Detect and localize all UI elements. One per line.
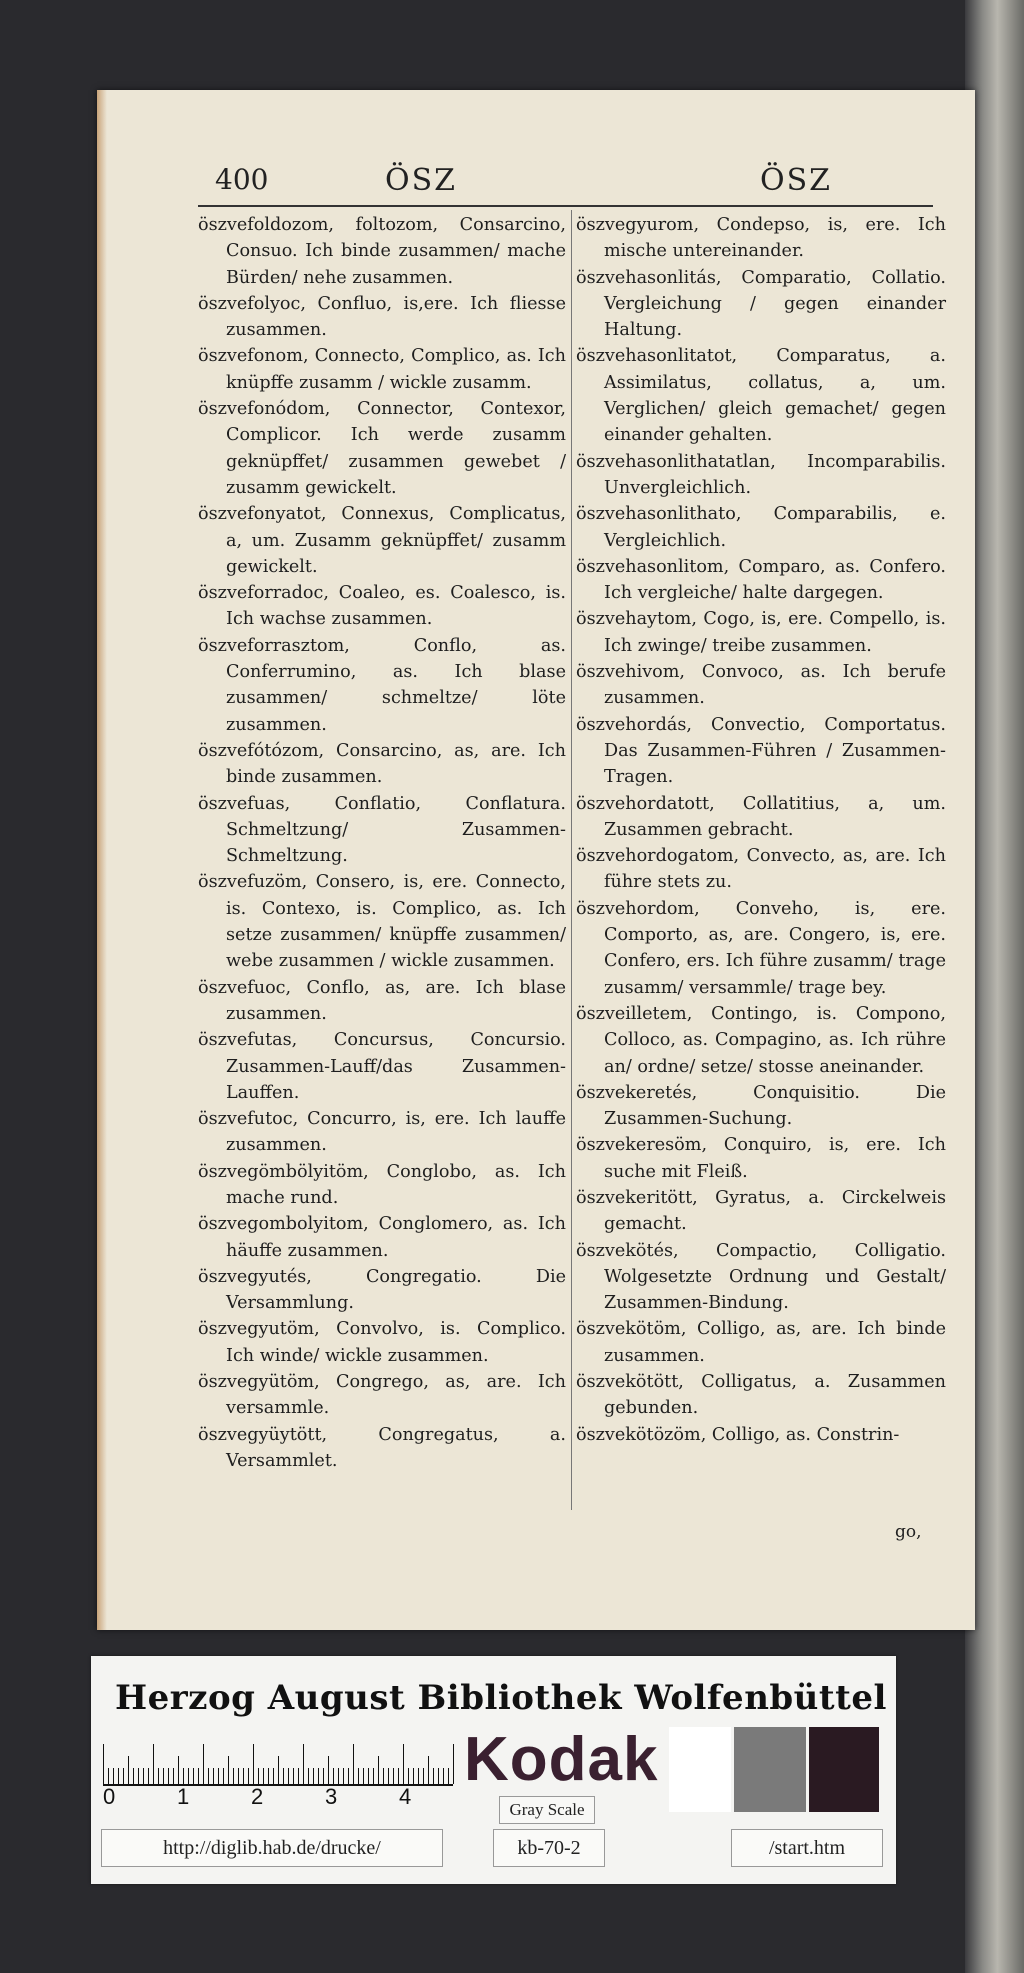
ruler-tick	[418, 1768, 419, 1784]
dictionary-entry: öszvehordatott, Collatitius, a, um. Zusammen gebracht.	[576, 793, 946, 840]
dictionary-entry: öszvefonom, Connecto, Complico, as. Ich knüpffe zusamm / wickle zusamm.	[198, 346, 566, 393]
library-title: Herzog August Bibliothek Wolfenbüttel	[115, 1678, 887, 1718]
dictionary-entry: öszvehasonlithatatlan, Incomparabilis. Unvergleichlich.	[576, 451, 946, 498]
ruler-tick	[153, 1744, 154, 1784]
ruler-number: 0	[103, 1784, 116, 1809]
ruler-tick	[213, 1768, 214, 1784]
ruler-tick	[183, 1768, 184, 1784]
ruler-tick	[263, 1768, 264, 1784]
ruler-tick	[323, 1768, 324, 1784]
ruler-tick	[368, 1768, 369, 1784]
ruler-tick	[453, 1744, 454, 1784]
ruler-tick	[228, 1756, 229, 1784]
dictionary-entry: öszveforradoc, Coaleo, es. Coalesco, is. Ich wachse zusammen.	[198, 583, 566, 630]
ruler-tick	[173, 1768, 174, 1784]
gray-swatch-dark	[809, 1727, 879, 1812]
ruler-number: 4	[399, 1784, 412, 1809]
ruler-tick	[238, 1768, 239, 1784]
ruler-tick	[343, 1768, 344, 1784]
gray-swatch-light	[669, 1727, 731, 1812]
ruler-tick	[273, 1768, 274, 1784]
ruler-tick	[158, 1768, 159, 1784]
dictionary-entry: öszvekötött, Colligatus, a. Zusammen gebunden.	[576, 1372, 946, 1419]
dictionary-entry: öszvehasonlitom, Comparo, as. Confero. Ich vergleiche/ halte dargegen.	[576, 556, 946, 604]
ruler-tick	[168, 1768, 169, 1784]
ruler-tick	[433, 1768, 434, 1784]
ruler-tick	[278, 1756, 279, 1784]
dictionary-entry: öszvefótózom, Consarcino, as, are. Ich binde zusammen.	[198, 740, 566, 788]
dictionary-entry: öszvegömbölyitöm, Conglobo, as. Ich mache rund.	[198, 1161, 566, 1208]
ruler-tick	[258, 1768, 259, 1784]
ruler-tick	[113, 1768, 114, 1784]
ruler-tick	[198, 1768, 199, 1784]
ruler-tick	[428, 1756, 429, 1784]
dictionary-entry: öszvefonódom, Connector, Contexor, Complicor. Ich werde zusamm geknüpffet/ zusammen gewebet / zusamm gewickelt.	[198, 399, 566, 498]
ruler-tick	[308, 1768, 309, 1784]
ruler-tick	[403, 1744, 404, 1784]
dictionary-entry: öszvefuas, Conflatio, Conflatura. Schmeltzung/ Zusammen-Schmeltzung.	[198, 793, 566, 867]
ruler-tick	[383, 1768, 384, 1784]
dictionary-entry: öszvehasonlitatot, Comparatus, a. Assimilatus, collatus, a, um. Verglichen/ gleich gemachet/ gegen einander gehalten.	[576, 346, 946, 446]
ruler-tick	[293, 1768, 294, 1784]
ruler-tick	[243, 1768, 244, 1784]
gray-swatch-mid	[734, 1727, 806, 1812]
ruler-tick	[358, 1768, 359, 1784]
page-number: 400	[215, 163, 269, 196]
url-right-link[interactable]: /start.htm	[731, 1829, 883, 1867]
ruler-tick	[143, 1768, 144, 1784]
dictionary-entry: öszvekeretés, Conquisitio. Die Zusammen-Suchung.	[576, 1082, 946, 1130]
dictionary-entry: öszveilletem, Contingo, is. Compono, Colloco, as. Compagino, as. Ich rühre an/ ordne/ setze/ stosse aneinander.	[576, 1003, 946, 1077]
ruler-tick	[288, 1768, 289, 1784]
dictionary-column-left	[198, 212, 566, 1474]
measurement-ruler	[103, 1736, 453, 1786]
ruler-number: 3	[325, 1784, 338, 1809]
ruler-numbers	[103, 1784, 453, 1812]
ruler-tick	[328, 1756, 329, 1784]
ruler-tick	[108, 1768, 109, 1784]
dictionary-entry: öszvefolyoc, Confluo, is,ere. Ich fliesse zusammen.	[198, 293, 566, 341]
ruler-tick	[398, 1768, 399, 1784]
ruler-tick	[208, 1768, 209, 1784]
ruler-tick	[298, 1768, 299, 1784]
dictionary-entry: öszvehaytom, Cogo, is, ere. Compello, is. Ich zwinge/ treibe zusammen.	[576, 609, 946, 656]
ruler-tick	[408, 1768, 409, 1784]
dictionary-entry: öszvegyutöm, Convolvo, is. Complico. Ich winde/ wickle zusammen.	[198, 1319, 566, 1366]
ruler-tick	[413, 1768, 414, 1784]
ruler-tick	[318, 1768, 319, 1784]
ruler-tick	[218, 1768, 219, 1784]
dictionary-entry: öszveforrasztom, Conflo, as. Conferrumino, as. Ich blase zusammen/ schmeltze/ löte zusammen.	[198, 635, 566, 735]
ruler-tick	[248, 1768, 249, 1784]
ruler-tick	[253, 1744, 254, 1784]
ruler-tick	[188, 1768, 189, 1784]
ruler-tick	[268, 1768, 269, 1784]
ruler-tick	[233, 1768, 234, 1784]
scan-target-banner	[91, 1656, 896, 1884]
ruler-tick	[378, 1756, 379, 1784]
dictionary-entry: öszvehivom, Convoco, as. Ich berufe zusammen.	[576, 662, 946, 709]
dictionary-entry: öszvekötöm, Colligo, as, are. Ich binde zusammen.	[576, 1319, 946, 1366]
ruler-tick	[148, 1768, 149, 1784]
ruler-number: 1	[177, 1784, 190, 1809]
dictionary-entry: öszvehordás, Convectio, Comportatus. Das Zusammen-Führen / Zusammen-Tragen.	[576, 714, 946, 788]
ruler-tick	[163, 1768, 164, 1784]
dictionary-entry: öszvehasonlitás, Comparatio, Collatio. Vergleichung / gegen einander Haltung.	[576, 267, 946, 341]
ruler-tick	[363, 1768, 364, 1784]
dictionary-entry: öszvehasonlithato, Comparabilis, e. Vergleichlich.	[576, 504, 946, 551]
dictionary-entry: öszvekötözöm, Colligo, as. Constrin-	[576, 1424, 900, 1445]
url-left-link[interactable]: http://diglib.hab.de/drucke/	[101, 1829, 443, 1867]
ruler-tick	[133, 1768, 134, 1784]
ruler-tick	[353, 1744, 354, 1784]
ruler-tick	[443, 1768, 444, 1784]
dictionary-entry: öszvefuoc, Conflo, as, are. Ich blase zusammen.	[198, 977, 566, 1024]
ruler-tick	[283, 1768, 284, 1784]
dictionary-entry: öszvefutas, Concursus, Concursio. Zusammen-Lauff/das Zusammen-Lauffen.	[198, 1030, 566, 1103]
dictionary-entry: öszvehordom, Conveho, is, ere. Comporto, as, are. Congero, is, ere. Confero, ers. Ich führe zusamm/ trage zusamm/ versammle/ trage bey.	[576, 898, 946, 998]
ruler-tick	[423, 1768, 424, 1784]
dictionary-column-right	[576, 212, 946, 1448]
ruler-tick	[373, 1768, 374, 1784]
ruler-tick	[313, 1768, 314, 1784]
column-divider	[571, 210, 572, 1510]
url-mid-label: kb-70-2	[493, 1829, 605, 1867]
dictionary-entry: öszvekötés, Compactio, Colligatio. Wolgesetzte Ordnung und Gestalt/ Zusammen-Bindung.	[576, 1240, 946, 1314]
ruler-tick	[303, 1744, 304, 1784]
ruler-tick	[333, 1768, 334, 1784]
dictionary-entry: öszvekeresöm, Conquiro, is, ere. Ich suche mit Fleiß.	[576, 1135, 946, 1182]
ruler-tick	[178, 1756, 179, 1784]
ruler-number: 2	[251, 1784, 264, 1809]
running-head-left: ÖSZ	[385, 163, 457, 198]
kodak-logo: Kodak	[464, 1725, 659, 1794]
dictionary-entry: öszvegyutés, Congregatio. Die Versammlung.	[198, 1266, 566, 1314]
ruler-tick	[388, 1768, 389, 1784]
ruler-tick	[348, 1768, 349, 1784]
page-edge-shadow	[97, 90, 107, 1630]
ruler-tick	[128, 1756, 129, 1784]
dictionary-entry: öszvekeritött, Gyratus, a. Circkelweis gemacht.	[576, 1187, 946, 1235]
dictionary-entry: öszvehordogatom, Convecto, as, are. Ich führe stets zu.	[576, 846, 946, 893]
dictionary-entry: öszvegyurom, Condepso, is, ere. Ich mische untereinander.	[576, 215, 946, 262]
header-rule	[198, 205, 933, 207]
dictionary-entry: öszvefutoc, Concurro, is, ere. Ich lauffe zusammen.	[198, 1109, 566, 1156]
dictionary-entry: öszvegombolyitom, Conglomero, as. Ich häuffe zusammen.	[198, 1214, 566, 1261]
ruler-tick	[193, 1768, 194, 1784]
ruler-tick	[338, 1768, 339, 1784]
ruler-tick	[438, 1768, 439, 1784]
gray-scale-label: Gray Scale	[499, 1796, 595, 1824]
ruler-tick	[203, 1744, 204, 1784]
ruler-tick	[223, 1768, 224, 1784]
catchword: go,	[895, 1522, 922, 1542]
ruler-tick	[118, 1768, 119, 1784]
ruler-tick	[138, 1768, 139, 1784]
dictionary-entry: öszvefuzöm, Consero, is, ere. Connecto, is. Contexo, is. Complico, as. Ich setze zusammen/ knüpffe zusammen/ webe zusammen / wickle zusammen.	[198, 872, 566, 972]
ruler-tick	[448, 1768, 449, 1784]
dictionary-entry: öszvegyütöm, Congrego, as, are. Ich versammle.	[198, 1372, 566, 1419]
running-head-right: ÖSZ	[760, 163, 832, 198]
dictionary-entry: öszvefonyatot, Connexus, Complicatus, a, um. Zusamm geknüpffet/ zusamm gewickelt.	[198, 504, 566, 577]
dictionary-entry: öszvefoldozom, foltozom, Consarcino, Consuo. Ich binde zusammen/ mache Bürden/ nehe zusammen.	[198, 215, 566, 288]
dictionary-entry: öszvegyüytött, Congregatus, a. Versammlet.	[198, 1424, 566, 1471]
ruler-tick	[393, 1768, 394, 1784]
ruler-tick	[123, 1768, 124, 1784]
ruler-tick	[103, 1744, 104, 1784]
